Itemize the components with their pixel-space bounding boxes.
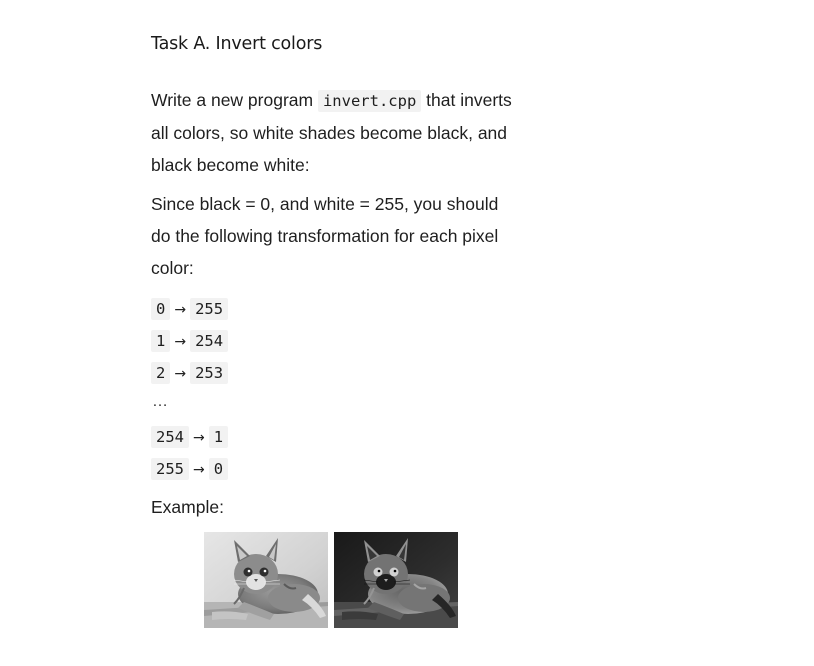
mapping-from: 2 <box>151 362 170 384</box>
mapping-row <box>151 453 228 485</box>
mapping-row <box>151 325 228 357</box>
explanation-paragraph: Since black = 0, and white = 255, you should do the following transformation for each pixel color: <box>151 194 499 278</box>
mapping-row <box>151 293 228 325</box>
arrow-icon: → <box>193 462 205 478</box>
task-title: Task A. Invert colors <box>151 34 323 54</box>
example-label: Example: <box>151 497 224 517</box>
example-images <box>204 532 458 628</box>
mapping-from: 1 <box>151 330 170 352</box>
mapping-list <box>151 293 228 485</box>
intro-text-end: that inverts all colors, so white shades become black, and black become white: <box>151 90 512 175</box>
mapping-to: 1 <box>209 426 228 448</box>
mapping-from: 255 <box>151 458 189 480</box>
mapping-row <box>151 357 228 389</box>
mapping-row <box>151 421 228 453</box>
arrow-icon: → <box>174 366 187 382</box>
arrow-icon: → <box>174 334 187 350</box>
intro-text-start: Write a new program <box>151 90 318 110</box>
original-cat-image <box>204 532 328 628</box>
mapping-to: 254 <box>190 330 228 352</box>
mapping-to: 255 <box>190 298 228 320</box>
arrow-icon: → <box>193 430 205 446</box>
mapping-from: 0 <box>151 298 170 320</box>
mapping-to: 253 <box>190 362 228 384</box>
intro-paragraph <box>151 84 521 181</box>
mapping-to: 0 <box>209 458 228 480</box>
mapping-from: 254 <box>151 426 189 448</box>
program-filename: invert.cpp <box>318 90 421 112</box>
inverted-cat-image <box>334 532 458 628</box>
mapping-ellipsis: … <box>152 393 168 410</box>
arrow-icon: → <box>174 302 187 318</box>
